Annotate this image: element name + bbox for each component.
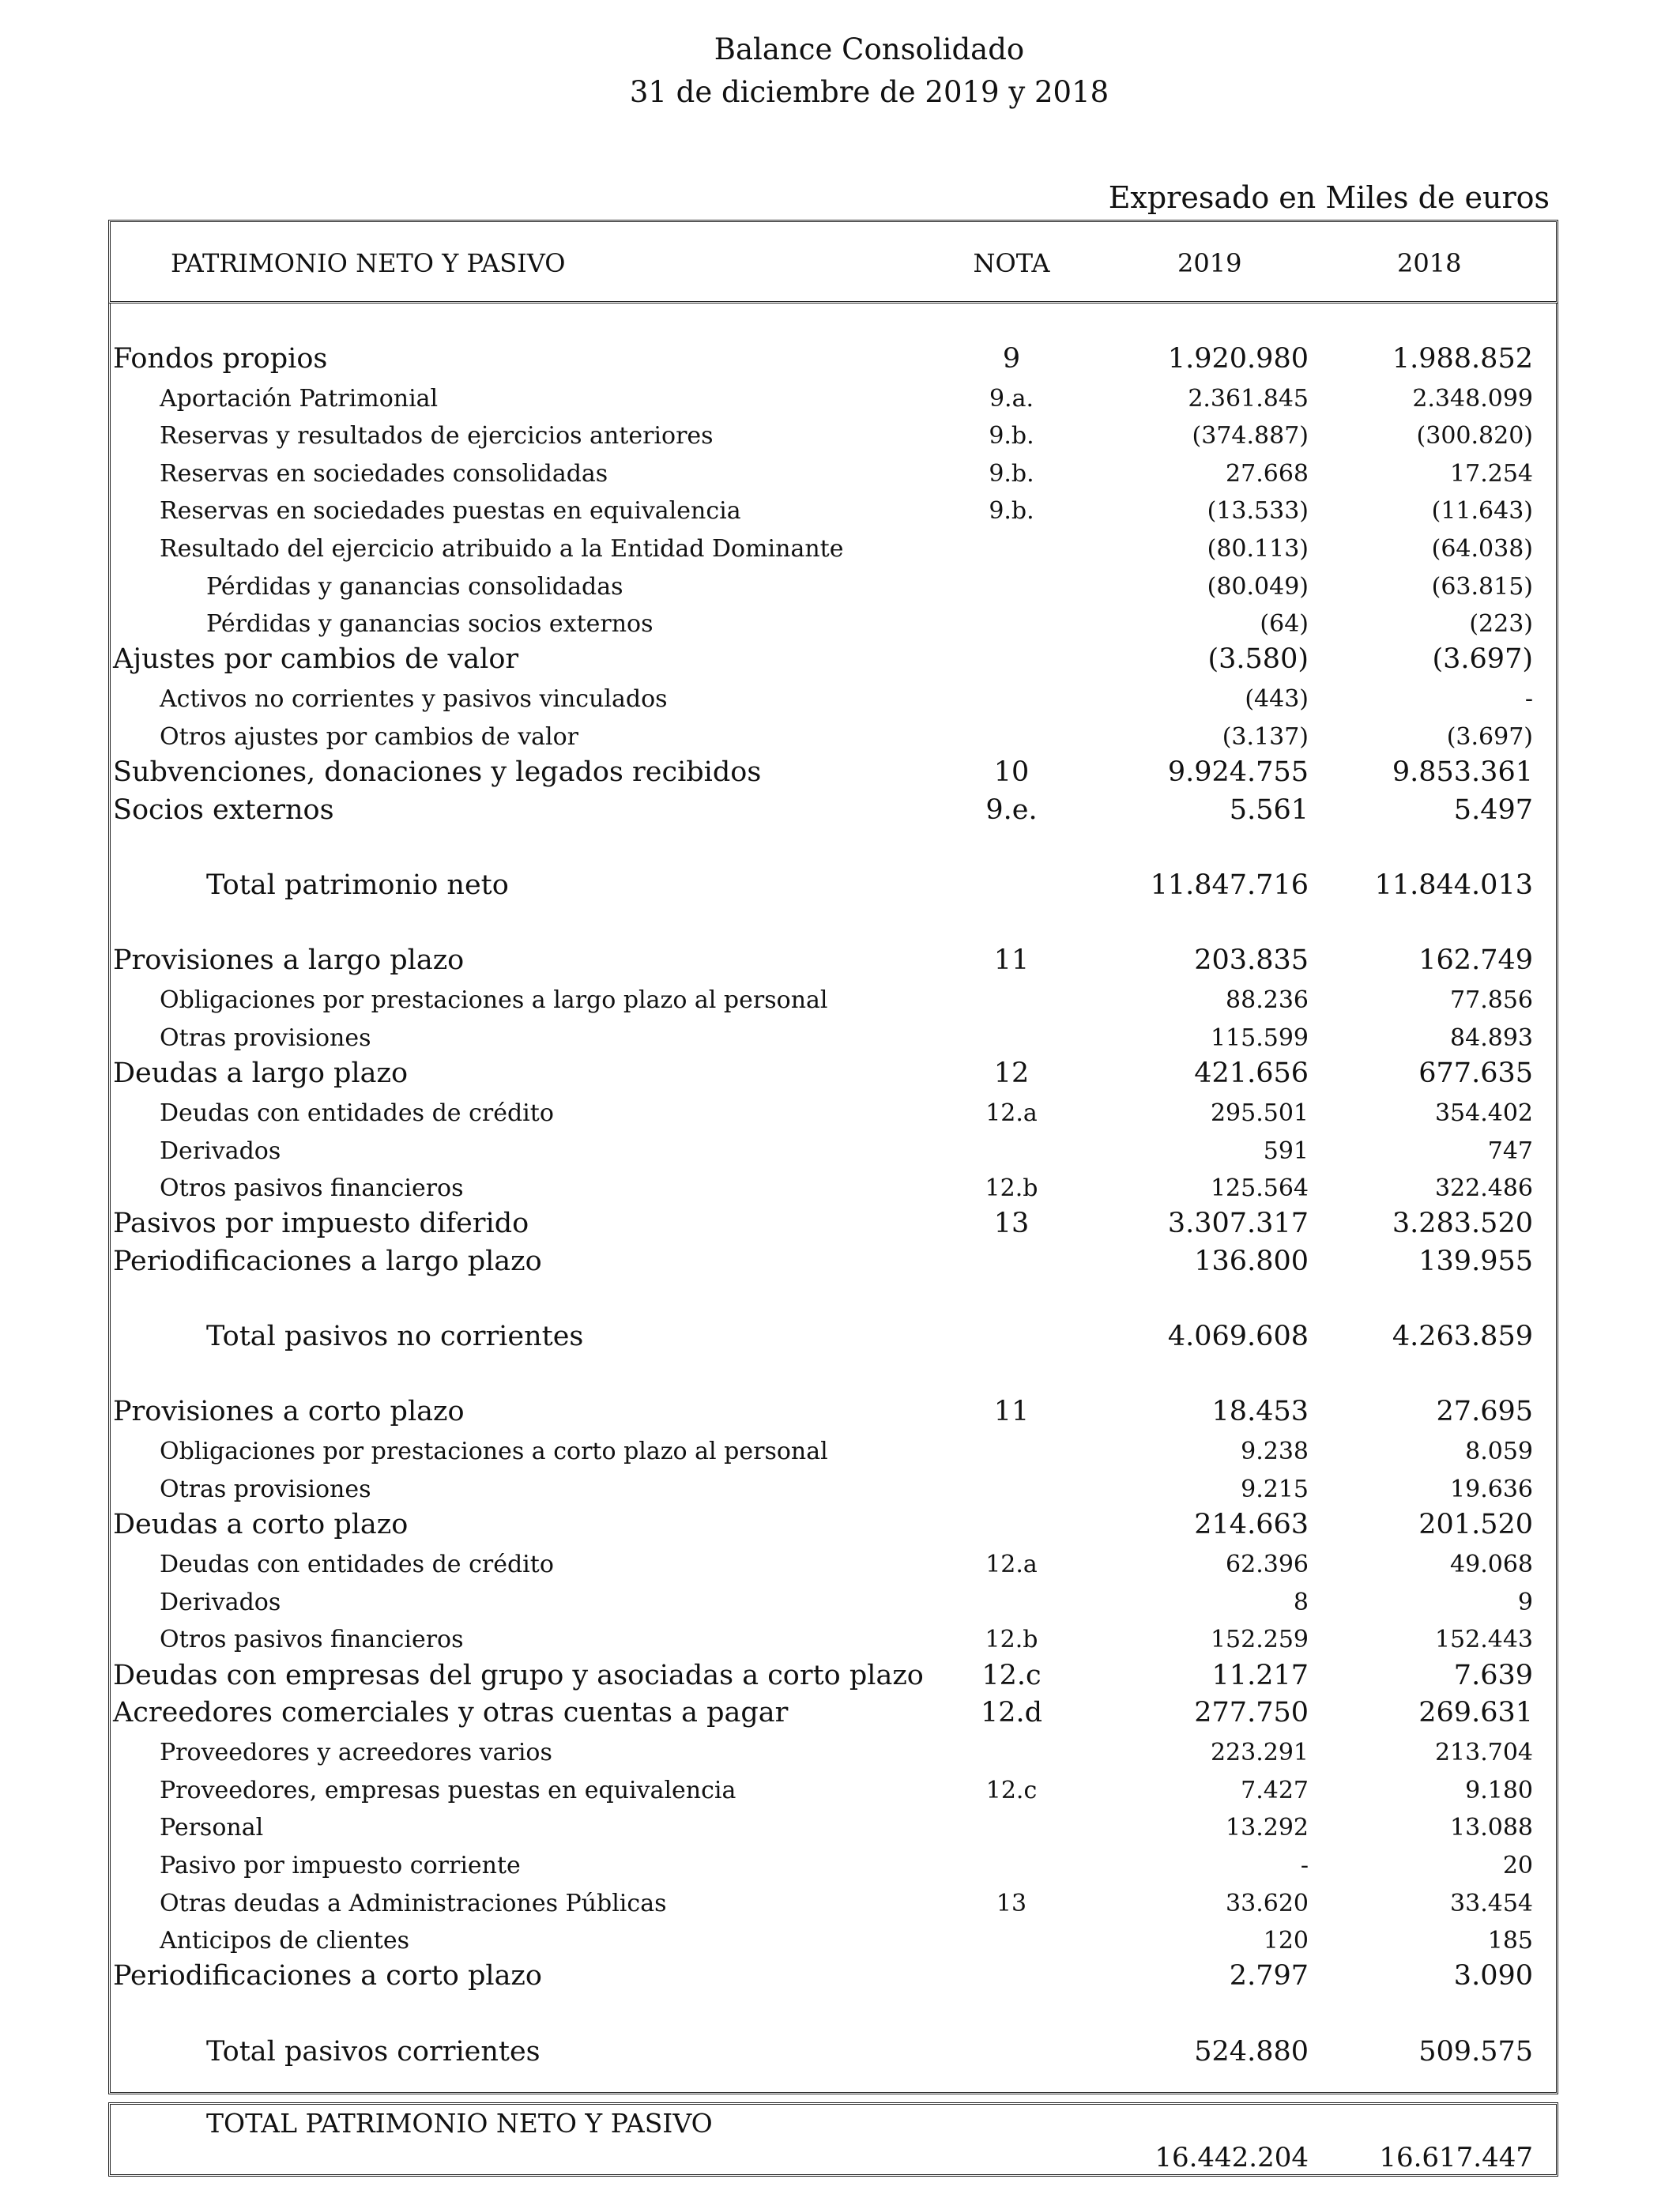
- row-value-2018: (3.697): [1432, 643, 1533, 676]
- row-value-2019: -: [1300, 1852, 1309, 1879]
- table-row: [0, 1390, 1680, 1427]
- row-value-2018: 747: [1487, 1137, 1533, 1165]
- row-value-2018: 9.853.361: [1392, 756, 1533, 789]
- row-value-2019: 11.217: [1211, 1659, 1309, 1691]
- table-row: [0, 1164, 1680, 1201]
- spacer-row: [0, 1352, 1680, 1389]
- row-value-2019: 62.396: [1226, 1551, 1309, 1579]
- row-value-2018: 269.631: [1418, 1697, 1533, 1729]
- row-label: Provisiones a largo plazo: [113, 944, 465, 977]
- table-row: [0, 976, 1680, 1013]
- table-row: [0, 487, 1680, 524]
- row-nota: 9: [1002, 342, 1021, 375]
- row-value-2018: 13.088: [1450, 1814, 1533, 1842]
- document-subtitle: 31 de diciembre de 2019 y 2018: [629, 75, 1109, 109]
- row-value-2018: -: [1524, 685, 1533, 714]
- table-row: [0, 713, 1680, 750]
- document-title: Balance Consolidado: [714, 32, 1025, 66]
- row-value-2018: 354.402: [1434, 1099, 1533, 1127]
- row-nota: 9.b.: [989, 459, 1034, 488]
- row-value-2019: 295.501: [1210, 1099, 1309, 1127]
- row-label: Pasivo por impuesto corriente: [160, 1852, 521, 1879]
- row-value-2019: 18.453: [1211, 1396, 1309, 1428]
- table-row: [0, 375, 1680, 412]
- units-note: Expresado en Miles de euros: [1108, 180, 1550, 215]
- row-value-2019: (374.887): [1192, 422, 1309, 450]
- row-label: Reservas y resultados de ejercicios anteriores: [160, 422, 714, 450]
- subtotal-row: [0, 863, 1680, 900]
- row-label: Ajustes por cambios de valor: [113, 643, 519, 676]
- row-value-2019: (64): [1260, 610, 1309, 639]
- row-nota: 9.b.: [989, 497, 1034, 526]
- row-value-2019: (80.049): [1207, 572, 1309, 601]
- row-value-2018: 4.263.859: [1392, 1321, 1533, 1353]
- table-row: [0, 1089, 1680, 1126]
- table-row: [0, 1127, 1680, 1164]
- row-value-2018: 162.749: [1418, 944, 1533, 977]
- row-value-2019: (13.533): [1207, 497, 1309, 526]
- table-row: [0, 1766, 1680, 1804]
- table-row: [0, 675, 1680, 712]
- spacer-row: [0, 1992, 1680, 2029]
- row-label: Fondos propios: [113, 342, 328, 375]
- row-nota: 12.b: [985, 1626, 1038, 1654]
- row-label: Pérdidas y ganancias socios externos: [206, 610, 654, 639]
- row-label: Otros pasivos financieros: [160, 1626, 464, 1654]
- row-value-2018: 1.988.852: [1392, 342, 1533, 375]
- row-value-2018: 9: [1517, 1588, 1533, 1616]
- table-row: [0, 563, 1680, 600]
- row-label: Proveedores y acreedores varios: [160, 1739, 552, 1767]
- row-value-2018: 7.639: [1453, 1659, 1533, 1691]
- row-label: Deudas a largo plazo: [113, 1057, 409, 1089]
- row-value-2018: 509.575: [1418, 2035, 1533, 2068]
- row-value-2018: 677.635: [1418, 1057, 1533, 1089]
- table-row: [0, 1578, 1680, 1615]
- grand-total-2019: 16.442.204: [1155, 2141, 1309, 2173]
- table-row: [0, 450, 1680, 487]
- table-row: [0, 1691, 1680, 1728]
- row-value-2019: 88.236: [1226, 986, 1309, 1015]
- row-label: Otras provisiones: [160, 1476, 371, 1503]
- row-label: Activos no corrientes y pasivos vinculados: [160, 685, 668, 714]
- row-label: Deudas a corto plazo: [113, 1509, 409, 1541]
- row-value-2018: 19.636: [1450, 1476, 1533, 1503]
- row-value-2018: 201.520: [1418, 1509, 1533, 1541]
- row-value-2019: 13.292: [1226, 1814, 1309, 1842]
- row-label: Deudas con empresas del grupo y asociadas a corto plazo: [113, 1659, 924, 1691]
- table-row: [0, 1804, 1680, 1841]
- column-header-nota: NOTA: [973, 248, 1050, 278]
- row-label: Pérdidas y ganancias consolidadas: [206, 572, 623, 601]
- row-label: Subvenciones, donaciones y legados recibidos: [113, 756, 762, 789]
- row-value-2018: 152.443: [1434, 1626, 1533, 1654]
- row-label: Deudas con entidades de crédito: [160, 1099, 554, 1127]
- column-header-label: PATRIMONIO NETO Y PASIVO: [171, 248, 566, 278]
- row-nota: 12.a: [985, 1099, 1038, 1127]
- row-value-2019: 2.797: [1229, 1960, 1309, 1992]
- row-nota: 9.a.: [989, 384, 1034, 413]
- row-value-2019: (443): [1245, 685, 1309, 714]
- row-label: Total pasivos corrientes: [206, 2035, 541, 2068]
- row-label: Personal: [160, 1814, 264, 1842]
- row-label: Anticipos de clientes: [160, 1927, 409, 1955]
- subtotal-row: [0, 2030, 1680, 2067]
- row-value-2019: 1.920.980: [1167, 342, 1309, 375]
- row-label: Deudas con entidades de crédito: [160, 1551, 554, 1579]
- row-nota: 9.e.: [985, 794, 1038, 826]
- row-value-2019: 524.880: [1194, 2035, 1309, 2068]
- table-row: [0, 1503, 1680, 1540]
- grand-total-row: [0, 2107, 1680, 2173]
- row-value-2019: 277.750: [1194, 1697, 1309, 1729]
- table-row: [0, 939, 1680, 976]
- row-value-2019: 5.561: [1229, 794, 1309, 826]
- row-label: Periodificaciones a corto plazo: [113, 1960, 542, 1992]
- row-value-2018: (3.697): [1446, 723, 1533, 751]
- table-row: [0, 1842, 1680, 1879]
- row-value-2018: 27.695: [1436, 1396, 1533, 1428]
- row-label: Resultado del ejercicio atribuido a la Entidad Dominante: [160, 535, 844, 563]
- row-value-2019: 203.835: [1194, 944, 1309, 977]
- table-row: [0, 600, 1680, 637]
- table-row: [0, 638, 1680, 675]
- table-row: [0, 1653, 1680, 1691]
- row-label: Total patrimonio neto: [206, 869, 509, 901]
- table-row: [0, 1917, 1680, 1954]
- table-row: [0, 1615, 1680, 1653]
- table-row: [0, 1427, 1680, 1465]
- column-header-2018: 2018: [1397, 248, 1462, 278]
- row-label: Otras deudas a Administraciones Públicas: [160, 1889, 667, 1917]
- column-header-2019: 2019: [1177, 248, 1242, 278]
- table-row: [0, 1879, 1680, 1917]
- row-value-2019: 11.847.716: [1150, 869, 1309, 901]
- table-row: [0, 1465, 1680, 1502]
- row-label: Otros pasivos financieros: [160, 1174, 464, 1203]
- row-value-2019: (3.580): [1207, 643, 1309, 676]
- row-nota: 12.b: [985, 1174, 1038, 1203]
- table-row: [0, 1239, 1680, 1276]
- row-label: Socios externos: [113, 794, 334, 826]
- row-value-2018: 185: [1487, 1927, 1533, 1955]
- row-value-2019: 27.668: [1226, 459, 1309, 488]
- row-value-2018: 8.059: [1465, 1438, 1533, 1466]
- row-label: Acreedores comerciales y otras cuentas a pagar: [113, 1697, 789, 1729]
- row-label: Reservas en sociedades puestas en equivalencia: [160, 497, 741, 526]
- row-value-2019: 125.564: [1210, 1174, 1309, 1203]
- row-label: Pasivos por impuesto diferido: [113, 1208, 529, 1240]
- row-value-2018: 33.454: [1450, 1889, 1533, 1917]
- row-value-2019: 115.599: [1210, 1023, 1309, 1052]
- table-row: [0, 751, 1680, 788]
- row-value-2018: (63.815): [1431, 572, 1533, 601]
- table-row: [0, 525, 1680, 562]
- row-value-2019: 33.620: [1226, 1889, 1309, 1917]
- row-nota: 13: [996, 1889, 1027, 1917]
- row-label: Obligaciones por prestaciones a largo plazo al personal: [160, 986, 828, 1015]
- row-nota: 9.b.: [989, 422, 1034, 450]
- spacer-row: [0, 826, 1680, 863]
- row-value-2019: 120: [1263, 1927, 1309, 1955]
- row-value-2018: (64.038): [1431, 535, 1533, 563]
- row-value-2019: 3.307.317: [1167, 1208, 1309, 1240]
- row-label: Obligaciones por prestaciones a corto plazo al personal: [160, 1438, 828, 1466]
- row-label: Aportación Patrimonial: [160, 384, 439, 413]
- row-value-2018: 17.254: [1450, 459, 1533, 488]
- row-value-2019: 4.069.608: [1167, 1321, 1309, 1353]
- row-label: Derivados: [160, 1137, 281, 1165]
- row-value-2018: (300.820): [1416, 422, 1533, 450]
- row-value-2018: 322.486: [1434, 1174, 1533, 1203]
- row-nota: 12.d: [980, 1697, 1043, 1729]
- row-value-2019: (80.113): [1207, 535, 1309, 563]
- grand-total-2018: 16.617.447: [1379, 2141, 1533, 2173]
- row-value-2019: 7.427: [1241, 1776, 1309, 1804]
- row-nota: 12.c: [981, 1659, 1042, 1691]
- row-label: Otras provisiones: [160, 1023, 371, 1052]
- document-header: [0, 28, 1680, 114]
- table-row: [0, 1540, 1680, 1578]
- spacer-row: [0, 1277, 1680, 1314]
- row-value-2019: 421.656: [1194, 1057, 1309, 1089]
- row-value-2018: 5.497: [1453, 794, 1533, 826]
- row-nota: 13: [993, 1208, 1030, 1240]
- row-label: Derivados: [160, 1588, 281, 1616]
- row-label: Proveedores, empresas puestas en equivalencia: [160, 1776, 736, 1804]
- row-value-2018: 2.348.099: [1412, 384, 1533, 413]
- row-value-2018: 9.180: [1465, 1776, 1533, 1804]
- row-value-2018: (11.643): [1431, 497, 1533, 526]
- row-value-2018: (223): [1469, 610, 1533, 639]
- spacer-row: [0, 901, 1680, 938]
- row-value-2019: 214.663: [1194, 1509, 1309, 1541]
- table-row: [0, 337, 1680, 374]
- row-value-2018: 49.068: [1450, 1551, 1533, 1579]
- row-value-2019: 2.361.845: [1188, 384, 1309, 413]
- table-row: [0, 1728, 1680, 1766]
- row-label: Total pasivos no corrientes: [206, 1321, 584, 1353]
- row-nota: 11: [993, 1396, 1030, 1428]
- row-label: Provisiones a corto plazo: [113, 1396, 465, 1428]
- row-nota: 11: [993, 944, 1030, 977]
- row-value-2019: (3.137): [1222, 723, 1309, 751]
- row-value-2019: 152.259: [1210, 1626, 1309, 1654]
- row-value-2018: 3.283.520: [1392, 1208, 1533, 1240]
- row-nota: 12.a: [985, 1551, 1038, 1579]
- row-value-2018: 139.955: [1418, 1245, 1533, 1277]
- row-label: Reservas en sociedades consolidadas: [160, 459, 608, 488]
- row-value-2019: 8: [1293, 1588, 1309, 1616]
- row-value-2018: 77.856: [1450, 986, 1533, 1015]
- row-value-2019: 136.800: [1194, 1245, 1309, 1277]
- row-value-2018: 20: [1502, 1852, 1533, 1879]
- row-value-2018: 3.090: [1453, 1960, 1533, 1992]
- row-value-2018: 84.893: [1450, 1023, 1533, 1052]
- row-value-2019: 9.215: [1241, 1476, 1309, 1503]
- table-row: [0, 1202, 1680, 1239]
- table-row: [0, 1051, 1680, 1088]
- grand-total-label: TOTAL PATRIMONIO NETO Y PASIVO: [206, 2107, 713, 2139]
- row-nota: 12: [993, 1057, 1030, 1089]
- table-row: [0, 788, 1680, 825]
- row-value-2019: 591: [1263, 1137, 1309, 1165]
- table-row: [0, 1955, 1680, 1992]
- table-row: [0, 412, 1680, 449]
- table-row: [0, 1014, 1680, 1051]
- row-value-2018: 213.704: [1434, 1739, 1533, 1767]
- row-label: Otros ajustes por cambios de valor: [160, 723, 579, 751]
- row-nota: 10: [993, 756, 1030, 789]
- row-nota: 12.c: [985, 1776, 1038, 1804]
- subtotal-row: [0, 1315, 1680, 1352]
- row-value-2019: 9.238: [1241, 1438, 1309, 1466]
- row-value-2019: 223.291: [1210, 1739, 1309, 1767]
- row-value-2018: 11.844.013: [1374, 869, 1533, 901]
- row-value-2019: 9.924.755: [1167, 756, 1309, 789]
- row-label: Periodificaciones a largo plazo: [113, 1245, 542, 1277]
